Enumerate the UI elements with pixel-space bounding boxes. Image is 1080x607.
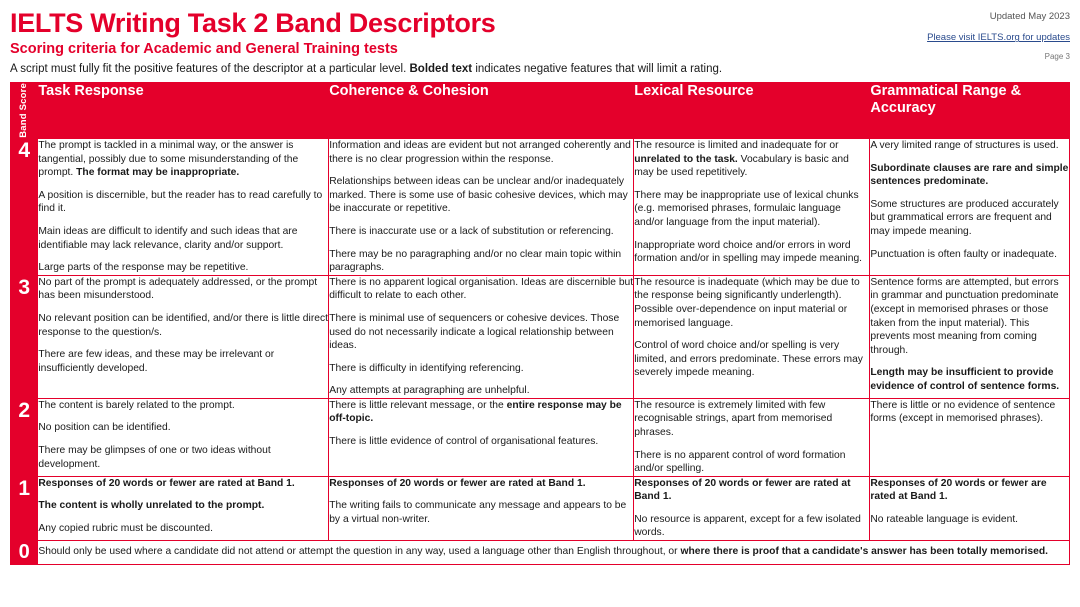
descriptor-paragraph: There is minimal use of sequencers or cohesive devices. Those used do not necessarily indicate a logical relationship between ideas. <box>329 312 620 352</box>
page-subtitle: Scoring criteria for Academic and General Training tests <box>10 41 398 58</box>
cell-task-response <box>38 398 329 476</box>
table-body <box>11 139 1070 565</box>
descriptor-paragraph: A position is discernible, but the reader has to read carefully to find it. <box>38 189 323 215</box>
cell-coherence-cohesion <box>329 476 634 540</box>
intro-text-1: A script must fully fit the positive features of the descriptor at a particular level. <box>10 63 410 76</box>
intro-bold: Bolded text <box>409 63 473 76</box>
cell-task-response <box>38 275 329 398</box>
descriptor-paragraph: Information and ideas are evident but not arranged coherently and there is no clear progression within the response. <box>329 140 631 165</box>
band-score-cell: 3 <box>11 275 38 398</box>
cell-coherence-cohesion <box>329 275 634 398</box>
descriptor-paragraph: Large parts of the response may be repetitive. <box>38 262 249 274</box>
band-score-cell: 0 <box>11 541 38 565</box>
descriptor-paragraph: There may be glimpses of one or two ideas without development. <box>38 445 271 470</box>
descriptor-paragraph: There is no apparent logical organisation. Ideas are discernible but difficult to relate to each other. <box>329 276 634 302</box>
descriptor-paragraph: Sentence forms are attempted, but errors in grammar and punctuation predominate (except in memorised phrases or those taken from the input material). This prevents most meaning from coming through. <box>870 276 1059 356</box>
cell-grammatical-range <box>870 139 1070 276</box>
descriptor-paragraph: Subordinate clauses are rare and simple sentences predominate. <box>870 162 1069 188</box>
band-score-cell: 4 <box>11 139 38 276</box>
descriptor-paragraph: There may be no paragraphing and/or no clear main topic within paragraphs. <box>329 248 622 274</box>
intro-text-2: indicates negative features that will limit a rating. <box>472 63 723 76</box>
descriptor-paragraph: No position can be identified. <box>38 422 171 434</box>
descriptor-paragraph: The resource is inadequate (which may be due to the response being significantly underlength). Possible over-dependence on input material or memorised language. <box>634 276 860 329</box>
descriptor-paragraph: Responses of 20 words or fewer are rated at Band 1. <box>870 477 1047 503</box>
descriptor-paragraph: Relationships between ideas can be unclear and/or inadequately marked. There is some use of basic cohesive devices, which may be inaccurate or repetitive. <box>329 176 628 215</box>
column-header-task-response: Task Response <box>38 83 329 139</box>
cell-lexical-resource <box>634 139 870 276</box>
band-0-bold: where there is proof that a candidate's answer has been totally memorised. <box>680 546 1048 558</box>
band-score-header-label: Band Score <box>17 83 29 139</box>
descriptor-paragraph: A very limited range of structures is used. <box>870 140 1059 152</box>
descriptor-paragraph: There is little or no evidence of sentence forms (except in memorised phrases). <box>870 399 1056 425</box>
descriptor-paragraph: The writing fails to communicate any message and appears to be by a virtual non-writer. <box>329 500 627 525</box>
descriptor-paragraph: There is difficulty in identifying referencing. <box>329 362 524 374</box>
header-meta <box>810 10 1070 61</box>
descriptor-paragraph: The content is wholly unrelated to the prompt. <box>38 500 265 512</box>
descriptor-paragraph: Any copied rubric must be discounted. <box>38 522 213 534</box>
cell-lexical-resource <box>634 275 870 398</box>
cell-grammatical-range <box>870 476 1070 540</box>
band-0-text: Should only be used where a candidate did not attend or attempt the question in any way, used a language other than English throughout, or <box>38 546 681 558</box>
descriptor-paragraph: No part of the prompt is adequately addressed, or the prompt has been misunderstood. <box>38 276 318 302</box>
descriptor-paragraph: The prompt is tackled in a minimal way, or the answer is tangential, possibly due to some misunderstanding of the prompt. The format may be inappropriate. <box>38 140 299 179</box>
page-number: Page 3 <box>1044 52 1070 62</box>
descriptor-paragraph: There are few ideas, and these may be irrelevant or insufficiently developed. <box>38 349 275 374</box>
cell-band-0-description <box>38 541 1070 565</box>
descriptor-paragraph: Control of word choice and/or spelling is very limited, and errors predominate. These errors may severely impede meaning. <box>634 340 863 379</box>
intro-note <box>10 62 1070 77</box>
descriptor-paragraph: Punctuation is often faulty or inadequate. <box>870 248 1057 260</box>
descriptor-paragraph: No rateable language is evident. <box>870 513 1019 525</box>
descriptor-paragraph: Main ideas are difficult to identify and such ideas that are identifiable may lack relevance, clarity and/or support. <box>38 226 298 251</box>
cell-lexical-resource <box>634 476 870 540</box>
page-title: IELTS Writing Task 2 Band Descriptors <box>10 8 496 38</box>
band-descriptors-table <box>10 82 1070 565</box>
cell-coherence-cohesion <box>329 398 634 476</box>
band-score-cell: 2 <box>11 398 38 476</box>
descriptor-paragraph: Responses of 20 words or fewer are rated at Band 1. <box>38 477 295 489</box>
descriptor-paragraph: Some structures are produced accurately but grammatical errors are frequent and may impede meaning. <box>870 198 1059 238</box>
descriptor-paragraph: The resource is extremely limited with few recognisable strings, apart from memorised phrases. <box>634 399 833 438</box>
cell-lexical-resource <box>634 398 870 476</box>
cell-grammatical-range <box>870 275 1070 398</box>
descriptor-paragraph: Responses of 20 words or fewer are rated at Band 1. <box>634 477 851 503</box>
table-row <box>11 398 1070 476</box>
band-score-header <box>11 83 38 139</box>
column-header-lexical-resource: Lexical Resource <box>634 83 870 139</box>
descriptor-paragraph: No relevant position can be identified, and/or there is little direct response to the question/s. <box>38 312 328 338</box>
table-row <box>11 139 1070 276</box>
updated-date: Updated May 2023 <box>989 11 1070 22</box>
cell-grammatical-range <box>870 398 1070 476</box>
ielts-org-link[interactable]: Please visit IELTS.org for updates <box>927 32 1070 44</box>
cell-coherence-cohesion <box>329 139 634 276</box>
descriptor-paragraph: There is inaccurate use or a lack of substitution or referencing. <box>329 226 614 238</box>
descriptor-paragraph: The content is barely related to the prompt. <box>38 399 235 411</box>
descriptor-paragraph: Length may be insufficient to provide evidence of control of sentence forms. <box>870 367 1060 392</box>
descriptor-paragraph: The resource is limited and inadequate for or unrelated to the task. Vocabulary is basic and may be used repetitively. <box>634 140 849 179</box>
cell-task-response <box>38 139 329 276</box>
descriptor-paragraph: There is little relevant message, or the entire response may be off-topic. <box>329 399 622 425</box>
table-row <box>11 275 1070 398</box>
descriptor-paragraph: There may be inappropriate use of lexical chunks (e.g. memorised phrases, formulaic language and/or language from the input material). <box>634 189 859 229</box>
descriptor-paragraph: There is little evidence of control of organisational features. <box>329 436 599 447</box>
table-row-band-0 <box>11 541 1070 565</box>
descriptor-paragraph: Inappropriate word choice and/or errors in word formation and/or in spelling may impede meaning. <box>634 239 863 265</box>
column-header-coherence-cohesion: Coherence & Cohesion <box>329 83 634 139</box>
table-row <box>11 476 1070 540</box>
column-header-grammatical-range: Grammatical Range & Accuracy <box>870 83 1070 139</box>
cell-task-response <box>38 476 329 540</box>
descriptor-paragraph: There is no apparent control of word formation and/or spelling. <box>634 449 846 475</box>
table-header-row <box>11 83 1070 139</box>
band-score-cell: 1 <box>11 476 38 540</box>
document-header <box>10 8 1070 77</box>
descriptor-paragraph: Responses of 20 words or fewer are rated at Band 1. <box>329 477 586 489</box>
descriptor-paragraph: No resource is apparent, except for a few isolated words. <box>634 513 861 539</box>
descriptor-paragraph: Any attempts at paragraphing are unhelpful. <box>329 385 530 397</box>
